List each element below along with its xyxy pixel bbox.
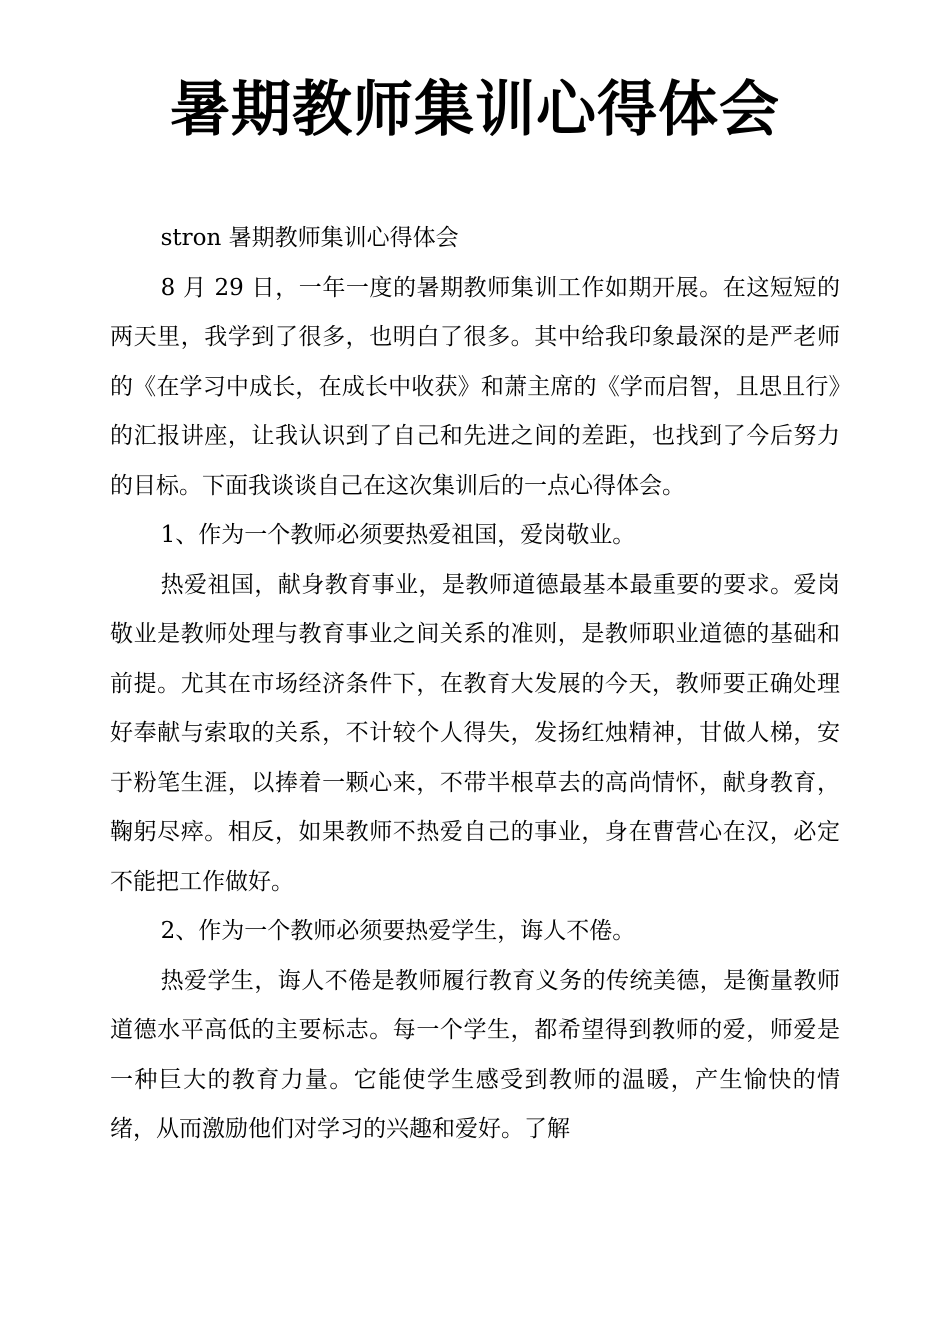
paragraph-subtitle: stron 暑期教师集训心得体会 <box>160 225 459 251</box>
document-body <box>110 214 840 1155</box>
document-title: 暑期教师集训心得体会 <box>170 75 780 145</box>
paragraph-section-1: 热爱祖国，献身教育事业，是教师道德最基本最重要的要求。爱岗敬业是教师处理与教育事业之间关系的准则，是教师职业道德的基础和前提。尤其在市场经济条件下，在教育大发展的今天，教师要正确处理好奉献与索取的关系，不计较个人得失，发扬红烛精神，甘做人梯，安于粉笔生涯，以捧着一颗心来，不带半根草去的高尚情怀，献身教育，鞠躬尽瘁。相反，如果教师不热爱自己的事业，身在曹营心在汉，必定不能把工作做好。 <box>110 571 840 895</box>
paragraph-intro: 8 月 29 日，一年一度的暑期教师集训工作如期开展。在这短短的两天里，我学到了很多，也明白了很多。其中给我印象最深的是严老师的《在学习中成长，在成长中收获》和萧主席的《学而启智，且思且行》的汇报讲座，让我认识到了自己和先进之间的差距，也找到了今后努力的目标。下面我谈谈自己在这次集训后的一点心得体会。 <box>110 274 840 499</box>
paragraph-section-2: 热爱学生，诲人不倦是教师履行教育义务的传统美德，是衡量教师道德水平高低的主要标志。每一个学生，都希望得到教师的爱，师爱是一种巨大的教育力量。它能使学生感受到教师的温暖，产生愉快的情绪，从而激励他们对学习的兴趣和爱好。了解 <box>110 967 840 1142</box>
paragraph-heading-1: 1、作为一个教师必须要热爱祖国，爱岗敬业。 <box>160 522 636 548</box>
paragraph-heading-2: 2、作为一个教师必须要热爱学生，诲人不倦。 <box>160 918 636 944</box>
